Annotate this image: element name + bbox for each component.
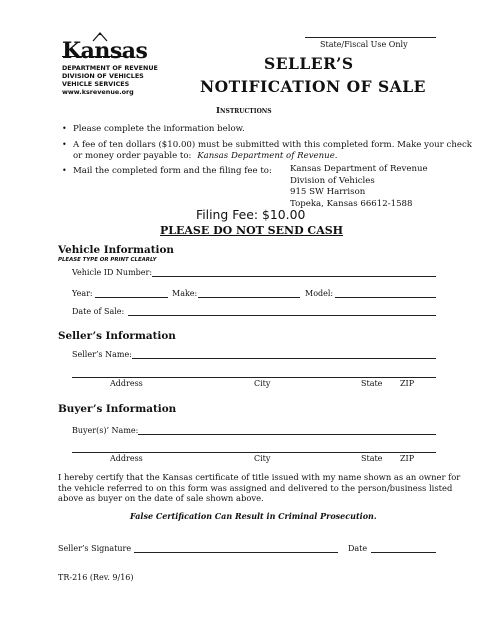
instruction-text: or money order payable to: (73, 151, 192, 161)
certification-line: above as buyer on the date of sale shown above. (58, 493, 264, 503)
year-field[interactable] (95, 297, 168, 298)
make-label: Make: (172, 289, 198, 298)
dept-website: www.ksrevenue.org (62, 88, 134, 96)
signature-date-label: Date (348, 544, 368, 553)
seller-section-heading: Seller’s Information (58, 330, 176, 342)
model-label: Model: (305, 289, 334, 298)
signature-label: Seller’s Signature (58, 544, 132, 553)
logo-rule (62, 56, 124, 57)
certification-line: the vehicle referred to on this form was assigned and delivered to the person/business listed (58, 482, 453, 493)
date-of-sale-label: Date of Sale: (72, 307, 125, 316)
instruction-item: Mail the completed form and the filing fee to: (73, 166, 272, 176)
form-title-line1: SELLER’S (264, 54, 354, 73)
instruction-payee: Kansas Department of Revenue. (197, 151, 338, 161)
seller-address-field[interactable] (72, 377, 436, 378)
address-line: Kansas Department of Revenue (290, 164, 428, 174)
prosecution-warning: False Certification Can Result in Criminal Prosecution. (130, 511, 377, 521)
signature-field[interactable] (134, 552, 338, 553)
bullet-icon: • (62, 124, 67, 133)
seller-address-label: Address (110, 379, 143, 388)
instructions-heading: Instructions (216, 106, 272, 116)
bullet-icon: • (62, 140, 67, 149)
certification-line: I hereby certify that the Kansas certificate of title issued with my name shown as an owner for (58, 472, 461, 482)
buyer-state-label: State (361, 454, 383, 463)
vehicle-section-heading: Vehicle Information (58, 244, 174, 256)
vin-label: Vehicle ID Number: (72, 268, 153, 277)
form-title-line2: NOTIFICATION OF SALE (200, 77, 426, 96)
seller-name-field[interactable] (132, 358, 436, 359)
seller-city-label: City (254, 379, 271, 388)
address-line: 915 SW Harrison (290, 187, 366, 197)
buyer-name-field[interactable] (138, 434, 436, 435)
instruction-item: A fee of ten dollars ($10.00) must be submitted with this completed form. Make your check (73, 140, 472, 150)
make-field[interactable] (198, 297, 300, 298)
print-clearly-note: PLEASE TYPE OR PRINT CLEARLY (58, 257, 157, 263)
buyer-city-label: City (254, 454, 271, 463)
bullet-icon: • (62, 166, 67, 175)
signature-date-field[interactable] (371, 552, 436, 553)
address-line: Topeka, Kansas 66612-1588 (290, 198, 413, 209)
state-fiscal-use-label: State/Fiscal Use Only (320, 40, 408, 49)
state-use-rule (305, 37, 436, 38)
dept-line: DIVISION OF VEHICLES (62, 72, 144, 80)
buyer-address-field[interactable] (72, 452, 436, 453)
date-of-sale-field[interactable] (128, 315, 436, 316)
seller-state-label: State (361, 379, 383, 388)
vin-field[interactable] (152, 276, 436, 277)
certification-text (58, 472, 460, 504)
seller-zip-label: ZIP (400, 379, 415, 388)
form-number: TR-216 (Rev. 9/16) (58, 573, 134, 582)
buyer-name-label: Buyer(s)’ Name: (72, 426, 139, 435)
dept-line: VEHICLE SERVICES (62, 80, 130, 88)
buyer-zip-label: ZIP (400, 454, 415, 463)
model-field[interactable] (335, 297, 436, 298)
department-block (62, 64, 158, 96)
buyer-section-heading: Buyer’s Information (58, 403, 177, 415)
seller-name-label: Seller’s Name: (72, 350, 132, 359)
filing-fee: Filing Fee: $10.00 (196, 207, 306, 222)
instruction-item (73, 151, 338, 162)
kansas-logo: Kansas (62, 38, 148, 64)
buyer-address-label: Address (110, 454, 143, 463)
dept-line: DEPARTMENT OF REVENUE (62, 64, 158, 72)
instruction-item: Please complete the information below. (73, 124, 245, 134)
address-line: Division of Vehicles (290, 175, 375, 186)
mailing-address (290, 164, 428, 210)
no-cash-warning: PLEASE DO NOT SEND CASH (160, 224, 344, 237)
year-label: Year: (72, 289, 93, 298)
